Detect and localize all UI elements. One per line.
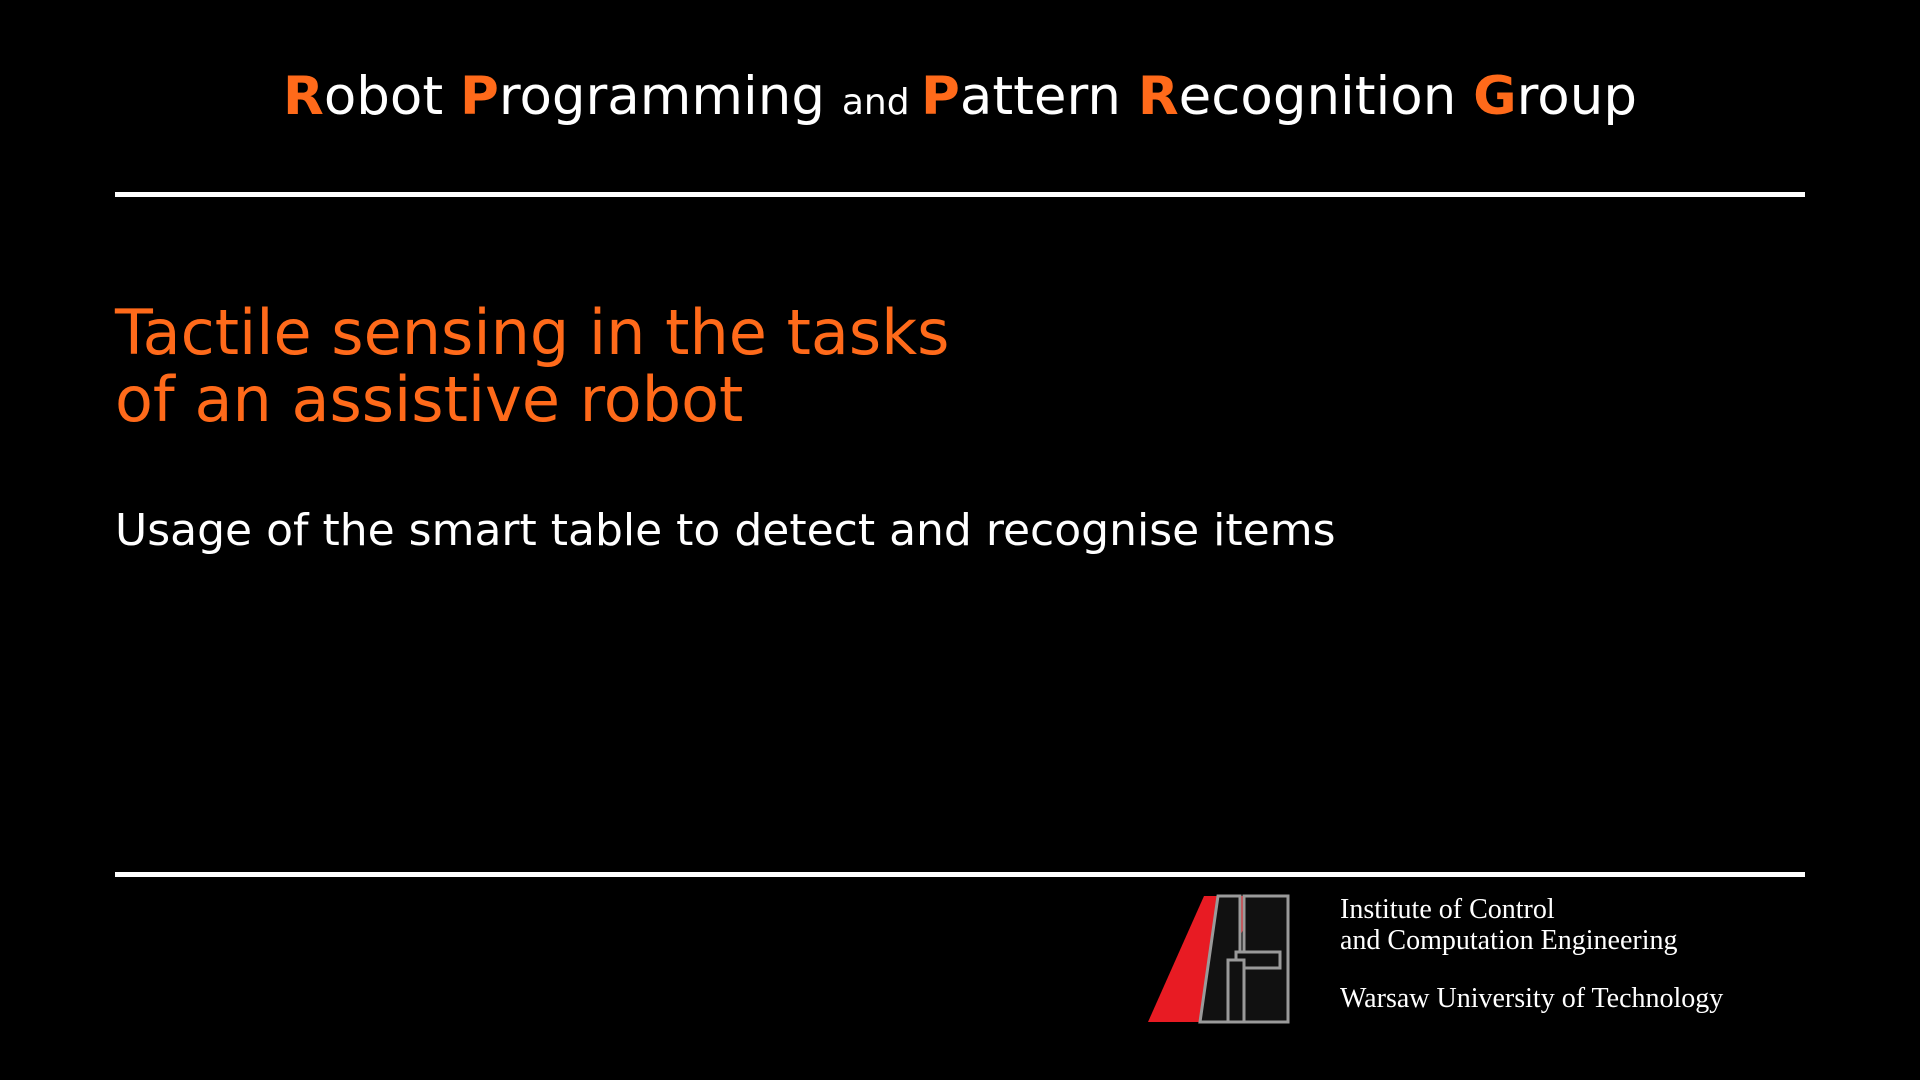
page-subtitle: Usage of the smart table to detect and recognise items — [115, 505, 1336, 556]
footer-line-3: Warsaw University of Technology — [1340, 982, 1724, 1014]
header-seg-1: obot — [323, 66, 460, 127]
header-seg-0: R — [283, 66, 324, 127]
footer-line-2: and Computation Engineering — [1340, 925, 1678, 957]
footer-spacer — [1340, 957, 1723, 983]
page-title-line-2: of an assistive robot — [115, 362, 744, 436]
slide-header — [0, 68, 1920, 126]
footer-line-1: Institute of Control — [1340, 894, 1555, 925]
footer-affiliation — [1340, 894, 1723, 1014]
header-seg-2: P — [459, 66, 499, 127]
ia-institute-logo — [1140, 890, 1310, 1030]
header-seg-10: roup — [1516, 66, 1637, 127]
slide-footer — [1140, 884, 1820, 1044]
header-seg-7: R — [1137, 66, 1179, 127]
header-seg-6: attern — [959, 66, 1138, 127]
header-seg-3: rogramming — [498, 66, 842, 127]
header-seg-9: G — [1473, 66, 1517, 127]
header-seg-8: ecognition — [1178, 66, 1474, 127]
group-name-title — [283, 68, 1637, 126]
page-title-line-1: Tactile sensing in the tasks — [115, 296, 950, 369]
header-seg-4: and — [841, 82, 922, 123]
header-seg-5: P — [921, 66, 960, 127]
footer-divider — [115, 872, 1805, 877]
page-title — [115, 296, 1615, 436]
header-divider — [115, 192, 1805, 197]
